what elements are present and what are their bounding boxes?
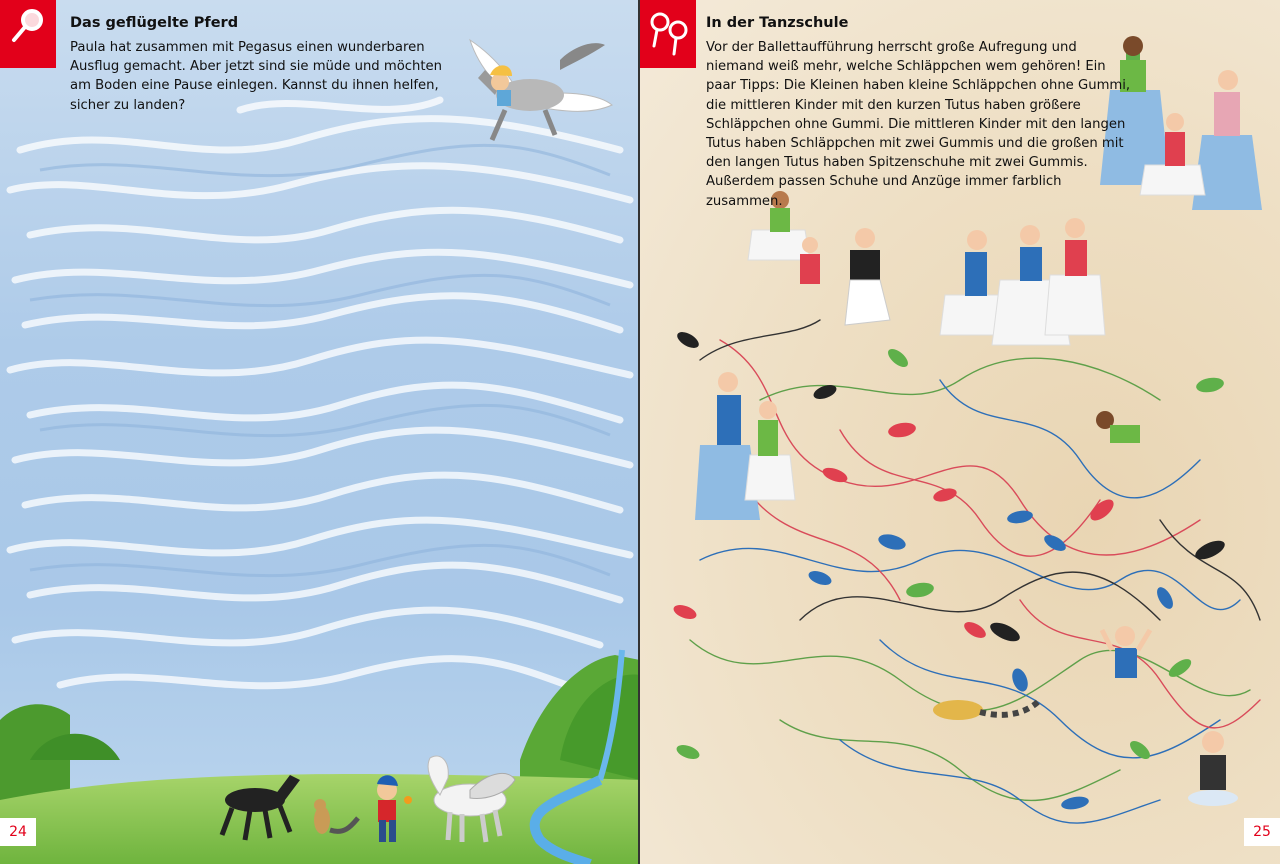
intro-line: Tutus haben Schläppchen mit zwei Gummis und die großen mit [706, 136, 1124, 152]
corner-tab [640, 0, 696, 68]
intro-line: Ausflug gemacht. Aber jetzt sind sie müde und möchten [70, 59, 443, 75]
intro-line: am Boden eine Pause einlegen. Kannst du ihnen helfen, [70, 78, 439, 94]
magnifier-icon [0, 0, 56, 68]
cheering-boy [1102, 626, 1150, 678]
left-dancers-pair [695, 372, 795, 520]
intro-text [70, 38, 442, 115]
intro-line: Paula hat zusammen mit Pegasus einen wunderbaren [70, 40, 425, 55]
small-dancers-group [748, 191, 890, 325]
kneeling-girl [1096, 411, 1140, 443]
page-number: 24 [0, 818, 36, 846]
intro-line: den langen Tutus haben Spitzenschuhe mit zwei Gummis. [706, 155, 1088, 171]
intro-line: niemand weiß mehr, welche Schläppchen wem gehören! Ein [706, 59, 1106, 75]
magnifier-icon [640, 0, 696, 68]
corner-tab [0, 0, 56, 68]
page-title: In der Tanzschule [706, 15, 849, 31]
intro-line: Schläppchen ohne Gummi. Die mittleren Kinder mit den langen [706, 116, 1126, 132]
medium-dancers-group [940, 218, 1105, 345]
intro-line: Vor der Ballettaufführung herrscht große Aufregung und [706, 40, 1077, 55]
intro-line: paar Tipps: Die Kleinen haben kleine Schläppchen ohne Gummi, [706, 78, 1131, 94]
page-right [640, 0, 1280, 864]
intro-line: die mittleren Kinder mit den kurzen Tutus haben größere [706, 97, 1081, 113]
page-title: Das geflügelte Pferd [70, 15, 239, 31]
page-number: 25 [1244, 818, 1280, 846]
sitting-boy [1188, 731, 1238, 806]
intro-text [706, 38, 1130, 211]
intro-line: Außerdem passen Schuhe und Anzüge immer farblich [706, 174, 1062, 190]
intro-line: sicher zu landen? [70, 97, 186, 113]
intro-line: zusammen. [706, 193, 783, 209]
